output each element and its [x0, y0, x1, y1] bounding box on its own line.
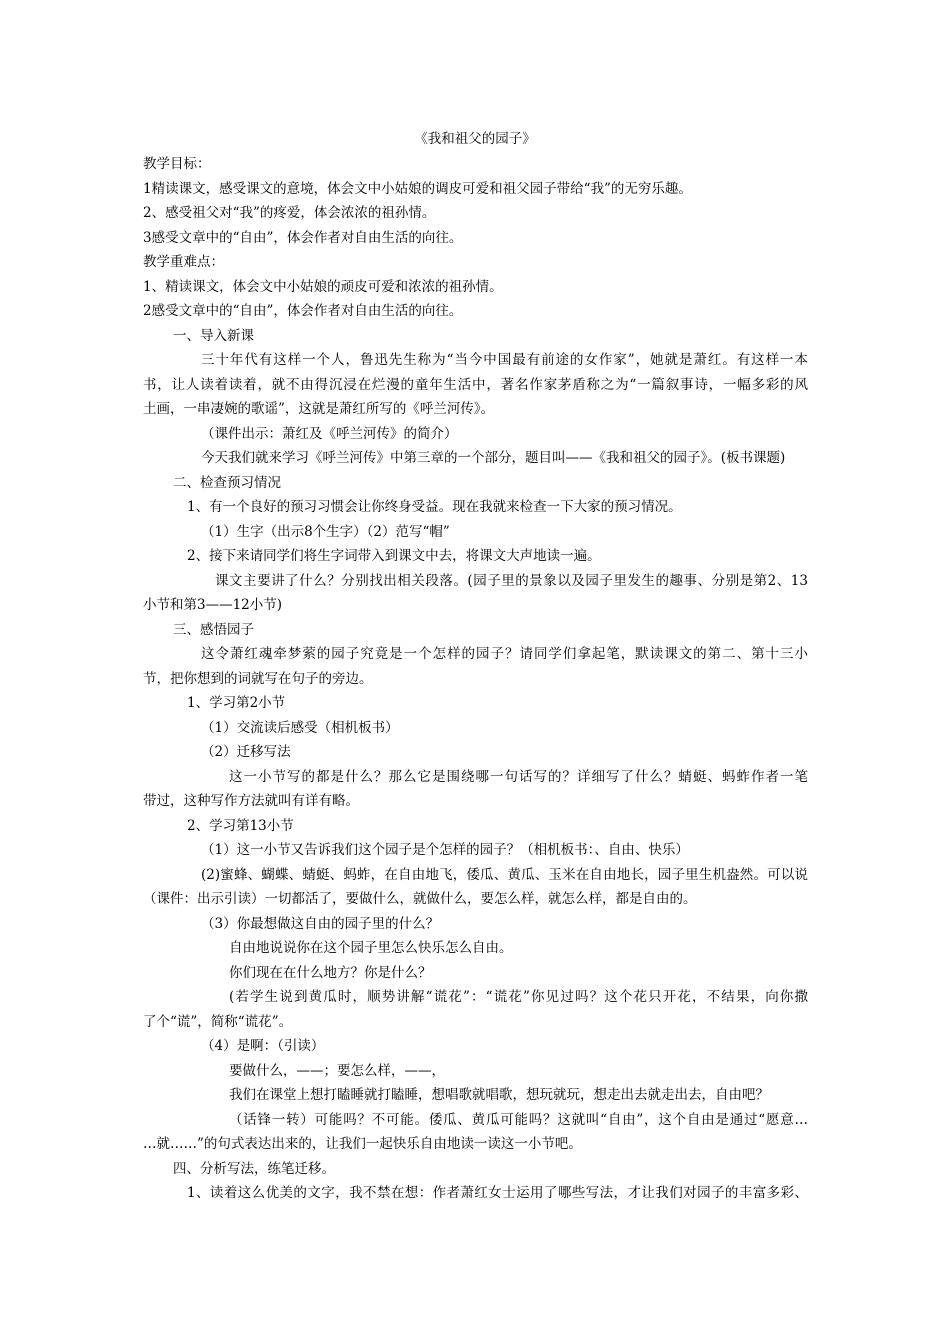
heading-teaching-goals: 教学目标：: [143, 156, 211, 172]
paragraph-line: 课文主要讲了什么？分别找出相关段落。(园子里的景象以及园子里发生的趣事、分别是第2、13: [215, 573, 808, 589]
paragraph-line: (2)蜜蜂、蝴蝶、蜻蜓、蚂蚱，在自由地飞，倭瓜、黄瓜、玉米在自由地长，园子里生机盎然。可以说: [201, 867, 808, 883]
section-heading-writing: 四、分析写法，练笔迁移。: [173, 1161, 335, 1177]
section-heading-feel-garden: 三、感悟园子: [173, 622, 254, 638]
paragraph-line: 1、有一个良好的预习习惯会让你终身受益。现在我就来检查一下大家的预习情况。: [187, 499, 682, 515]
paragraph-line: …就……”的句式表达出来的，让我们一起快乐自由地读一读这一小节吧。: [143, 1136, 582, 1152]
paragraph-line: 土画，一串凄婉的歌谣”，这就是萧红所写的《呼兰河传》。: [143, 401, 495, 417]
paragraph-line: (若学生说到黄瓜时，顺势讲解“谎花”：“谎花”你见过吗？这个花只开花，不结果，向你撒: [229, 989, 808, 1005]
paragraph-line: 三十年代有这样一个人，鲁迅先生称为“当今中国最有前途的女作家”，她就是萧红。有这样一本: [201, 352, 808, 368]
paragraph-line: （1）交流读后感受（相机板书）: [201, 720, 399, 736]
paragraph-line: 1、读着这么优美的文字，我不禁在想：作者萧红女士运用了哪些写法，才让我们对园子的丰富多彩、: [187, 1185, 808, 1201]
key-point-2: 2感受文章中的“自由”，体会作者对自由生活的向往。: [143, 303, 463, 319]
goal-3: 3感受文章中的“自由”，体会作者对自由生活的向往。: [143, 230, 463, 246]
paragraph-line: （2）迁移写法: [201, 744, 291, 760]
paragraph-line: （4）是啊：（引读）: [201, 1038, 325, 1054]
paragraph-line: 书，让人读着读着，就不由得沉浸在烂漫的童年生活中，著名作家茅盾称之为“一篇叙事诗，一幅多彩的风: [143, 377, 808, 393]
paragraph-line: 要做什么，——；要怎么样，——，: [229, 1063, 445, 1079]
paragraph-line: （课件：出示引读）一切都活了，要做什么，就做什么，要怎么样，就怎么样，都是自由的。: [143, 891, 697, 907]
paragraph-line: 2、接下来请同学们将生字词带入到课文中去，将课文大声地读一遍。: [187, 548, 601, 564]
section-heading-preview: 二、检查预习情况: [173, 475, 281, 491]
paragraph-line: 今天我们就来学习《呼兰河传》中第三章的一个部分，题目叫——《我和祖父的园子》。(板书课题): [201, 450, 786, 466]
paragraph-line: （课件出示：萧红及《呼兰河传》的简介）: [201, 426, 458, 442]
paragraph-line: 这一小节写的都是什么？那么它是围绕哪一句话写的？详细写了什么？蜻蜓、蚂蚱作者一笔: [229, 769, 808, 785]
paragraph-line: 自由地说说你在这个园子里怎么快乐怎么自由。: [229, 940, 513, 956]
key-point-1: 1、精读课文，体会文中小姑娘的顽皮可爱和浓浓的祖孙情。: [143, 279, 503, 295]
paragraph-line: 这令萧红魂牵梦萦的园子究竟是一个怎样的园子？请同学们拿起笔，默读课文的第二、第十三小: [201, 646, 808, 662]
paragraph-line: 2、学习第13小节: [187, 818, 294, 834]
paragraph-line: 节，把你想到的词就写在句子的旁边。: [143, 671, 373, 687]
paragraph-line: 了个“谎”，简称“谎花”。: [143, 1014, 293, 1030]
paragraph-line: （3）你最想做这自由的园子里的什么？: [201, 916, 440, 932]
document-title: 《我和祖父的园子》: [414, 131, 536, 147]
paragraph-line: 带过，这种写作方法就叫有详有略。: [143, 793, 359, 809]
paragraph-line: （1）这一小节又告诉我们这个园子是个怎样的园子？（相机板书：、自由、快乐）: [201, 842, 689, 858]
heading-key-points: 教学重难点：: [143, 254, 224, 270]
paragraph-line: 你们现在在什么地方？你是什么？: [229, 965, 432, 981]
paragraph-line: 1、学习第2小节: [187, 695, 286, 711]
goal-1: 1精读课文，感受课文的意境，体会文中小姑娘的调皮可爱和祖父园子带给“我”的无穷乐趣。: [143, 181, 692, 197]
section-heading-intro: 一、导入新课: [173, 328, 254, 344]
paragraph-line: （1）生字（出示8个生字）（2）范写“帽”: [201, 524, 450, 540]
paragraph-line: （话锋一转）可能吗？不可能。倭瓜、黄瓜可能吗？这就叫“自由”，这个自由是通过“愿意…: [229, 1112, 808, 1128]
goal-2: 2、感受祖父对“我”的疼爱，体会浓浓的祖孙情。: [143, 205, 436, 221]
paragraph-line: 我们在课堂上想打瞌睡就打瞌睡，想唱歌就唱歌，想玩就玩，想走出去就走出去，自由吧？: [229, 1087, 769, 1103]
paragraph-line: 小节和第3——12小节): [143, 597, 283, 613]
